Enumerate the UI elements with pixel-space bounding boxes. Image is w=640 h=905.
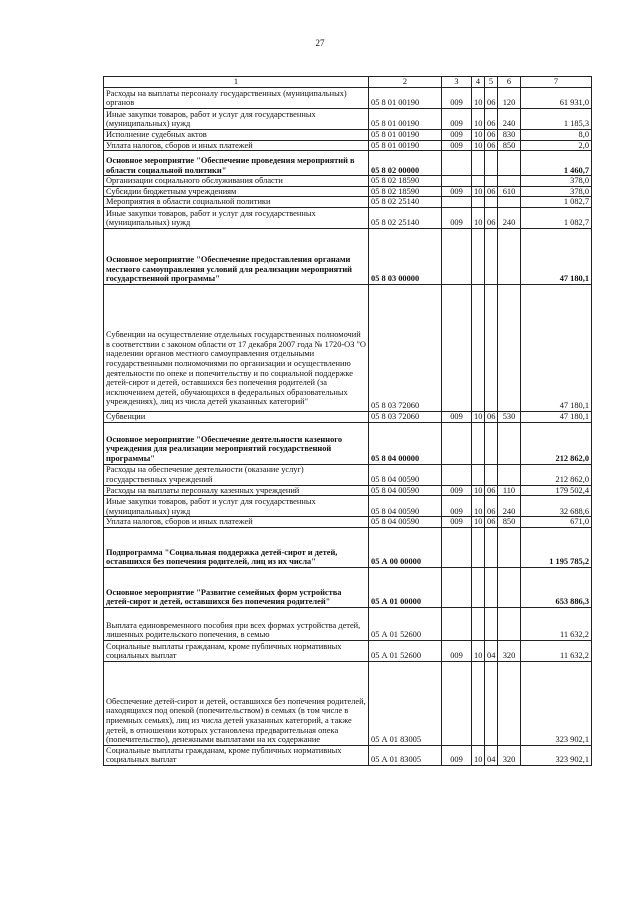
row-col6 — [498, 661, 521, 745]
table-row — [104, 140, 592, 151]
row-name: Иные закупки товаров, работ и услуг для государственных (муниципальных) нужд — [104, 207, 369, 228]
row-col6 — [498, 567, 521, 607]
table-row — [104, 284, 592, 411]
row-code: 05 8 04 00590 — [369, 496, 442, 517]
row-col3 — [442, 607, 472, 640]
table-row — [104, 228, 592, 284]
row-amount: 8,0 — [521, 130, 592, 141]
row-col4 — [472, 464, 485, 485]
row-code: 05 8 01 00190 — [369, 140, 442, 151]
row-col4: 10 — [472, 109, 485, 130]
row-col4: 10 — [472, 88, 485, 109]
row-col3: 009 — [442, 640, 472, 661]
row-col5: 06 — [485, 411, 498, 422]
row-col6: 240 — [498, 207, 521, 228]
row-name: Социальные выплаты гражданам, кроме публичных нормативных социальных выплат — [104, 745, 369, 765]
table-row — [104, 464, 592, 485]
table-row — [104, 411, 592, 422]
row-name: Социальные выплаты гражданам, кроме публичных нормативных социальных выплат — [104, 640, 369, 661]
row-name: Исполнение судебных актов — [104, 130, 369, 141]
row-name: Уплата налогов, сборов и иных платежей — [104, 517, 369, 528]
row-col6: 110 — [498, 485, 521, 496]
table-row — [104, 151, 592, 176]
row-name: Обеспечение детей-сирот и детей, оставшихся без попечения родителей, находящихся под опекой (попечительством) в семьях (в том числе в приемных семьях), лиц из числа детей указанных категорий, а также детей, в отношении которых установлена предварительная опека (попечительство), денежными выплатами на их содержание — [104, 661, 369, 745]
row-amount: 323 902,1 — [521, 661, 592, 745]
row-code: 05 А 00 00000 — [369, 527, 442, 567]
row-code: 05 8 01 00190 — [369, 109, 442, 130]
table-row — [104, 197, 592, 208]
row-col6 — [498, 197, 521, 208]
row-col3 — [442, 661, 472, 745]
table-row — [104, 422, 592, 464]
row-amount: 212 862,0 — [521, 464, 592, 485]
row-code: 05 8 03 72060 — [369, 411, 442, 422]
row-amount: 61 931,0 — [521, 88, 592, 109]
row-col4 — [472, 151, 485, 176]
row-name: Организации социального обслуживания области — [104, 176, 369, 187]
row-col3: 009 — [442, 411, 472, 422]
row-col5: 06 — [485, 496, 498, 517]
row-col5: 06 — [485, 485, 498, 496]
header-cell-code: 2 — [369, 77, 442, 88]
row-col4 — [472, 527, 485, 567]
row-col4 — [472, 607, 485, 640]
row-col3: 009 — [442, 130, 472, 141]
row-col5 — [485, 567, 498, 607]
row-col5: 04 — [485, 640, 498, 661]
row-amount: 47 180,1 — [521, 411, 592, 422]
row-col4: 10 — [472, 186, 485, 197]
row-col4 — [472, 197, 485, 208]
row-col6: 530 — [498, 411, 521, 422]
row-code: 05 8 03 72060 — [369, 284, 442, 411]
row-col4 — [472, 228, 485, 284]
row-col6: 320 — [498, 640, 521, 661]
table-row — [104, 567, 592, 607]
row-col4: 10 — [472, 411, 485, 422]
row-col4: 10 — [472, 640, 485, 661]
table-row — [104, 527, 592, 567]
row-amount: 323 902,1 — [521, 745, 592, 765]
row-code: 05 8 01 00190 — [369, 88, 442, 109]
row-col3: 009 — [442, 109, 472, 130]
row-amount: 1 195 785,2 — [521, 527, 592, 567]
row-col5: 06 — [485, 140, 498, 151]
row-amount: 47 180,1 — [521, 228, 592, 284]
row-col5 — [485, 176, 498, 187]
row-code: 05 А 01 52600 — [369, 640, 442, 661]
row-col3 — [442, 151, 472, 176]
row-col6: 850 — [498, 140, 521, 151]
table-row — [104, 485, 592, 496]
row-col3 — [442, 464, 472, 485]
header-row — [104, 77, 592, 88]
row-col3 — [442, 567, 472, 607]
row-name: Расходы на выплаты персоналу казенных учреждений — [104, 485, 369, 496]
row-col5 — [485, 464, 498, 485]
row-name: Основное мероприятие "Развитие семейных форм устройства детей-сирот и детей, оставшихся без попечения родителей" — [104, 567, 369, 607]
row-col3: 009 — [442, 88, 472, 109]
row-name: Выплата единовременного пособия при всех формах устройства детей, лишенных родительского попечения, в семью — [104, 607, 369, 640]
row-col6: 240 — [498, 496, 521, 517]
table-row — [104, 186, 592, 197]
row-col3 — [442, 422, 472, 464]
table-row — [104, 661, 592, 745]
row-name: Расходы на обеспечение деятельности (оказание услуг) государственных учреждений — [104, 464, 369, 485]
table-row — [104, 109, 592, 130]
row-code: 05 8 02 18590 — [369, 176, 442, 187]
row-code: 05 8 04 00000 — [369, 422, 442, 464]
row-amount: 1 185,3 — [521, 109, 592, 130]
row-col4: 10 — [472, 517, 485, 528]
row-col4 — [472, 176, 485, 187]
row-code: 05 8 04 00590 — [369, 464, 442, 485]
row-col5 — [485, 228, 498, 284]
row-col6: 610 — [498, 186, 521, 197]
row-name: Уплата налогов, сборов и иных платежей — [104, 140, 369, 151]
row-amount: 32 688,6 — [521, 496, 592, 517]
row-col6 — [498, 607, 521, 640]
row-amount: 47 180,1 — [521, 284, 592, 411]
row-name: Расходы на выплаты персоналу государственных (муниципальных) органов — [104, 88, 369, 109]
row-amount: 378,0 — [521, 186, 592, 197]
row-col6 — [498, 284, 521, 411]
header-cell-6: 6 — [498, 77, 521, 88]
row-col5 — [485, 661, 498, 745]
row-col4: 10 — [472, 745, 485, 765]
row-col6: 240 — [498, 109, 521, 130]
row-code: 05 8 02 18590 — [369, 186, 442, 197]
row-name: Субвенции на осуществление отдельных государственных полномочий в соответствии с законом области от 17 декабря 2007 года № 1720-ОЗ "О наделении органов местного самоуправления отдельными государственными полномочиями по организации и осуществлению деятельности по опеке и попечительству и по социальной поддержке детей-сирот и детей, оставшихся без попечения родителей (за исключением детей, обучающихся в федеральных образовательных учреждениях), лиц из числа детей указанных категорий" — [104, 284, 369, 411]
row-col4: 10 — [472, 130, 485, 141]
row-col5 — [485, 151, 498, 176]
budget-table — [103, 76, 592, 766]
row-name: Подпрограмма "Социальная поддержка детей-сирот и детей, оставшихся без попечения родителей, лиц из их числа" — [104, 527, 369, 567]
row-code: 05 8 04 00590 — [369, 485, 442, 496]
table-row — [104, 88, 592, 109]
row-col5 — [485, 197, 498, 208]
row-code: 05 8 02 00000 — [369, 151, 442, 176]
row-code: 05 8 02 25140 — [369, 207, 442, 228]
row-col5: 04 — [485, 745, 498, 765]
row-amount: 2,0 — [521, 140, 592, 151]
row-col3 — [442, 228, 472, 284]
header-cell-5: 5 — [485, 77, 498, 88]
row-col5: 06 — [485, 88, 498, 109]
row-code: 05 А 01 83005 — [369, 745, 442, 765]
row-col4 — [472, 661, 485, 745]
row-col6: 830 — [498, 130, 521, 141]
row-col3: 009 — [442, 485, 472, 496]
row-code: 05 8 04 00590 — [369, 517, 442, 528]
table-row — [104, 496, 592, 517]
row-amount: 11 632,2 — [521, 607, 592, 640]
row-col5 — [485, 607, 498, 640]
row-amount: 1 460,7 — [521, 151, 592, 176]
page-number: 27 — [315, 38, 325, 48]
row-col5: 06 — [485, 130, 498, 141]
table-row — [104, 130, 592, 141]
row-col4: 10 — [472, 207, 485, 228]
row-col6: 850 — [498, 517, 521, 528]
row-col6 — [498, 464, 521, 485]
row-col3 — [442, 197, 472, 208]
row-name: Основное мероприятие "Обеспечение проведения мероприятий в области социальной политики" — [104, 151, 369, 176]
row-col6: 120 — [498, 88, 521, 109]
header-cell-4: 4 — [472, 77, 485, 88]
row-col6: 320 — [498, 745, 521, 765]
row-col5: 06 — [485, 517, 498, 528]
row-amount: 1 082,7 — [521, 207, 592, 228]
header-cell-name: 1 — [104, 77, 369, 88]
table-row — [104, 176, 592, 187]
row-col6 — [498, 176, 521, 187]
row-name: Иные закупки товаров, работ и услуг для государственных (муниципальных) нужд — [104, 496, 369, 517]
row-code: 05 А 01 52600 — [369, 607, 442, 640]
row-col3: 009 — [442, 745, 472, 765]
row-col3: 009 — [442, 140, 472, 151]
table-row — [104, 745, 592, 765]
row-amount: 378,0 — [521, 176, 592, 187]
row-col5 — [485, 527, 498, 567]
row-col6 — [498, 228, 521, 284]
row-col4 — [472, 284, 485, 411]
row-col4 — [472, 422, 485, 464]
row-code: 05 А 01 83005 — [369, 661, 442, 745]
row-col4: 10 — [472, 485, 485, 496]
row-name: Мероприятия в области социальной политики — [104, 197, 369, 208]
row-col5: 06 — [485, 109, 498, 130]
header-cell-3: 3 — [442, 77, 472, 88]
row-amount: 179 502,4 — [521, 485, 592, 496]
row-col4: 10 — [472, 496, 485, 517]
row-name: Основное мероприятие "Обеспечение деятельности казенного учреждения для реализации мероприятий государственной программы" — [104, 422, 369, 464]
row-col6 — [498, 422, 521, 464]
row-col3 — [442, 527, 472, 567]
row-code: 05 А 01 00000 — [369, 567, 442, 607]
row-code: 05 8 03 00000 — [369, 228, 442, 284]
row-col4 — [472, 567, 485, 607]
row-name: Субсидии бюджетным учреждениям — [104, 186, 369, 197]
row-amount: 11 632,2 — [521, 640, 592, 661]
row-col3 — [442, 284, 472, 411]
row-col5 — [485, 422, 498, 464]
row-name: Основное мероприятие "Обеспечение предоставления органами местного самоуправления условий для реализации мероприятий государственной программы" — [104, 228, 369, 284]
row-col3 — [442, 176, 472, 187]
row-col3: 009 — [442, 207, 472, 228]
row-amount: 671,0 — [521, 517, 592, 528]
row-col3: 009 — [442, 186, 472, 197]
table-row — [104, 640, 592, 661]
row-name: Иные закупки товаров, работ и услуг для государственных (муниципальных) нужд — [104, 109, 369, 130]
row-col5 — [485, 284, 498, 411]
table-row — [104, 607, 592, 640]
row-col3: 009 — [442, 496, 472, 517]
table-row — [104, 517, 592, 528]
row-amount: 653 886,3 — [521, 567, 592, 607]
row-col5: 06 — [485, 186, 498, 197]
row-code: 05 8 02 25140 — [369, 197, 442, 208]
row-col6 — [498, 151, 521, 176]
row-amount: 1 082,7 — [521, 197, 592, 208]
header-cell-amount: 7 — [521, 77, 592, 88]
row-col6 — [498, 527, 521, 567]
table-row — [104, 207, 592, 228]
row-code: 05 8 01 00190 — [369, 130, 442, 141]
row-col4: 10 — [472, 140, 485, 151]
row-col5: 06 — [485, 207, 498, 228]
row-col3: 009 — [442, 517, 472, 528]
row-name: Субвенции — [104, 411, 369, 422]
row-amount: 212 862,0 — [521, 422, 592, 464]
